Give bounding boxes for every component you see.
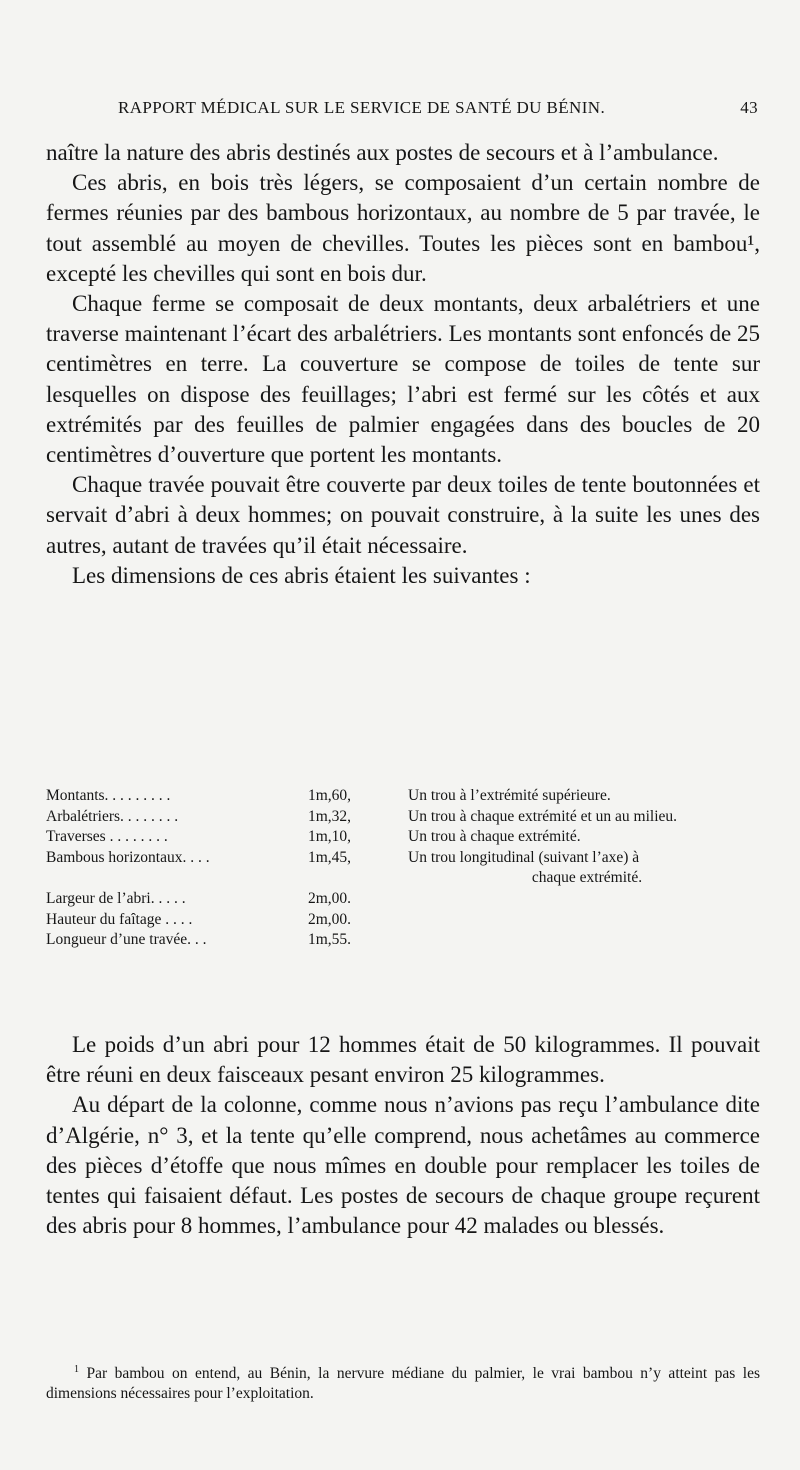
dimension-value: 1m,32, (308, 807, 352, 825)
dimension-label: Largeur de l’abri. . . . . (46, 889, 186, 907)
dimension-row (46, 827, 766, 848)
dimension-label: Traverses . . . . . . . . (46, 828, 168, 846)
dimension-label: Bambous horizontaux. . . . (46, 848, 210, 866)
dimension-note (408, 910, 766, 931)
dimension-label: Arbalétriers. . . . . . . . (46, 807, 179, 825)
footnote-marker: 1 (74, 1364, 79, 1375)
dimension-value: 2m,00. (308, 889, 352, 907)
main-text-continued (46, 1030, 760, 1241)
dimension-label: Montants. . . . . . . . . (46, 787, 171, 804)
dimension-row (46, 786, 766, 807)
dimension-note: Un trou à chaque extrémité. (408, 828, 581, 846)
dimension-row (46, 889, 766, 910)
footnote-text: Par bambou on entend, au Bénin, la nervure médiane du palmier, le vrai bambou n’y atteint pas les dimensions nécessaires pour l’exploitation. (46, 1365, 760, 1403)
dimension-row (46, 930, 766, 951)
dimension-label: Longueur d’une travée. . . (46, 931, 207, 949)
dimension-row (46, 848, 766, 889)
dimension-value: 1m,55. (308, 931, 352, 949)
paragraph: Au départ de la colonne, comme nous n’avions pas reçu l’ambulance dite d’Algérie, n° 3, et la tente qu’elle comprend, nous achetâmes au commerce des pièces d’étoffe que nous mîmes en double pour remplacer les toiles de tentes qui faisaient défaut. Les postes de secours de chaque groupe reçurent des abris pour 8 hommes, l’ambulance pour 42 malades ou blessés. (46, 1092, 760, 1239)
dimension-value: 1m,60, (308, 787, 352, 804)
main-text (46, 138, 760, 591)
dimension-note (408, 889, 766, 910)
dimension-note-line: Un trou longitudinal (suivant l’axe) à (408, 848, 640, 866)
dimension-note (408, 848, 766, 889)
header-title: RAPPORT MÉDICAL SUR LE SERVICE DE SANTÉ DU BÉNIN. (118, 98, 606, 117)
dimension-value: 1m,10, (308, 828, 352, 846)
paragraph: Les dimensions de ces abris étaient les suivantes : (72, 562, 531, 588)
page-number: 43 (740, 98, 758, 117)
dimension-row (46, 910, 766, 931)
paragraph: Chaque ferme se composait de deux montants, deux arbalétriers et une traverse maintenant l’écart des arbalétriers. Les montants sont enfoncés de 25 centimètres en terre. La couverture se compose de toiles de tente sur lesquelles on dispose des feuillages; l’abri est fermé sur les côtés et aux extrémités par des feuilles de palmier engagées dans des boucles de 20 centimètres d’ouverture que portent les montants. (46, 291, 760, 468)
paragraph: Le poids d’un abri pour 12 hommes était de 50 kilogrammes. Il pouvait être réuni en deux faisceaux pesant environ 25 kilogrammes. (46, 1032, 760, 1088)
dimensions-table (46, 786, 766, 951)
dimension-note (408, 930, 766, 951)
dimension-value: 1m,45, (308, 848, 352, 866)
dimension-value: 2m,00. (308, 910, 352, 928)
dimension-row (46, 807, 766, 828)
dimension-label: Hauteur du faîtage . . . . (46, 910, 193, 928)
paragraph: Chaque travée pouvait être couverte par deux toiles de tente boutonnées et servait d’abri à deux hommes; on pouvait construire, à la suite les unes des autres, autant de travées qu’il était nécessaire. (46, 472, 760, 558)
dimension-note: Un trou à l’extrémité supérieure. (408, 787, 611, 804)
paragraph: Ces abris, en bois très légers, se composaient d’un certain nombre de fermes réunies par des bambous horizontaux, au nombre de 5 par travée, le tout assemblé au moyen de chevilles. Toutes les pièces sont en bambou¹, excepté les chevilles qui sont en bois dur. (46, 170, 760, 286)
paragraph: naître la nature des abris destinés aux postes de secours et à l’ambulance. (46, 140, 719, 165)
dimension-note-line: chaque extrémité. (531, 869, 643, 887)
dimension-note: Un trou à chaque extrémité et un au milieu. (408, 807, 678, 825)
footnote (46, 1360, 760, 1404)
